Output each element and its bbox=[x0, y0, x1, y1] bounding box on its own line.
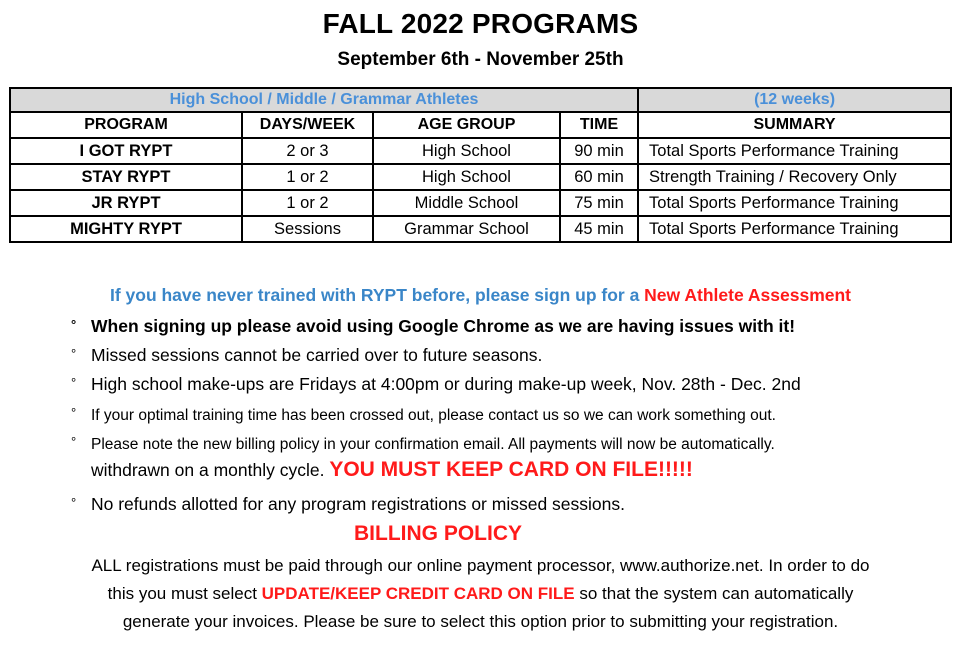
update-card-option: UPDATE/KEEP CREDIT CARD ON FILE bbox=[261, 584, 575, 603]
age-group: High School bbox=[373, 138, 560, 164]
program-summary: Total Sports Performance Training bbox=[638, 216, 951, 242]
list-item-text: High school make-ups are Fridays at 4:00pm or during make-up week, Nov. 28th - Dec. 2nd bbox=[91, 374, 801, 394]
program-name: JR RYPT bbox=[10, 190, 242, 216]
age-group: Middle School bbox=[373, 190, 560, 216]
header-summary: SUMMARY bbox=[638, 112, 951, 138]
session-time: 90 min bbox=[560, 138, 638, 164]
billing-line: ALL registrations must be paid through our online payment processor, www.authorize.net. In order to do bbox=[91, 556, 870, 575]
bullet-marker: ° bbox=[71, 346, 77, 361]
days-per-week: Sessions bbox=[242, 216, 373, 242]
list-item bbox=[71, 494, 625, 515]
program-summary: Total Sports Performance Training bbox=[638, 138, 951, 164]
billing-line-text: this you must select bbox=[107, 584, 262, 603]
table-row bbox=[10, 216, 951, 242]
list-item bbox=[71, 345, 542, 366]
bullet-marker: ° bbox=[71, 495, 77, 510]
new-athlete-notice bbox=[0, 285, 961, 306]
list-item bbox=[71, 405, 776, 425]
program-summary: Total Sports Performance Training bbox=[638, 190, 951, 216]
notice-text: If you have never trained with RYPT before, please sign up for a bbox=[109, 285, 645, 305]
duration-label: (12 weeks) bbox=[638, 88, 951, 112]
bullet-marker: ° bbox=[71, 405, 77, 420]
session-time: 45 min bbox=[560, 216, 638, 242]
billing-line-text: so that the system can automatically bbox=[574, 584, 854, 603]
program-summary: Strength Training / Recovery Only bbox=[638, 164, 951, 190]
days-per-week: 1 or 2 bbox=[242, 164, 373, 190]
table-row bbox=[10, 190, 951, 216]
date-range: September 6th - November 25th bbox=[337, 49, 624, 70]
list-item bbox=[71, 434, 775, 454]
billing-line: generate your invoices. Please be sure to select this option prior to submitting your registration. bbox=[122, 612, 839, 631]
keep-card-warning: YOU MUST KEEP CARD ON FILE!!!!! bbox=[329, 458, 693, 481]
billing-note-continuation bbox=[91, 458, 693, 482]
list-item-text: No refunds allotted for any program registrations or missed sessions. bbox=[91, 494, 625, 514]
session-time: 60 min bbox=[560, 164, 638, 190]
program-name: I GOT RYPT bbox=[10, 138, 242, 164]
header-days-week: DAYS/WEEK bbox=[242, 112, 373, 138]
table-row bbox=[10, 164, 951, 190]
bullet-marker: ° bbox=[71, 434, 77, 449]
header-age-group: AGE GROUP bbox=[373, 112, 560, 138]
programs-table bbox=[9, 87, 952, 243]
table-band-row bbox=[10, 88, 951, 112]
continuation-text: withdrawn on a monthly cycle. bbox=[91, 460, 330, 480]
table-header-row bbox=[10, 112, 951, 138]
program-name: MIGHTY RYPT bbox=[10, 216, 242, 242]
list-item bbox=[71, 316, 795, 337]
athlete-groups-label: High School / Middle / Grammar Athletes bbox=[10, 88, 638, 112]
list-item-text: Please note the new billing policy in your confirmation email. All payments will now be automatically. bbox=[91, 436, 775, 453]
new-athlete-assessment-link[interactable]: New Athlete Assessment bbox=[644, 285, 852, 305]
days-per-week: 1 or 2 bbox=[242, 190, 373, 216]
session-time: 75 min bbox=[560, 190, 638, 216]
billing-line bbox=[0, 584, 961, 604]
age-group: High School bbox=[373, 164, 560, 190]
header-time: TIME bbox=[560, 112, 638, 138]
list-item-text: Missed sessions cannot be carried over to future seasons. bbox=[91, 345, 543, 365]
bullet-marker: ° bbox=[71, 375, 77, 390]
table-row bbox=[10, 138, 951, 164]
list-item bbox=[71, 374, 801, 395]
age-group: Grammar School bbox=[373, 216, 560, 242]
days-per-week: 2 or 3 bbox=[242, 138, 373, 164]
list-item-text: If your optimal training time has been crossed out, please contact us so we can work something out. bbox=[91, 407, 776, 424]
header-program: PROGRAM bbox=[10, 112, 242, 138]
billing-policy-heading: BILLING POLICY bbox=[354, 522, 522, 545]
list-item-text: When signing up please avoid using Google Chrome as we are having issues with it! bbox=[91, 316, 796, 336]
page-title: FALL 2022 PROGRAMS bbox=[322, 8, 639, 39]
bullet-marker: ° bbox=[71, 317, 77, 332]
program-name: STAY RYPT bbox=[10, 164, 242, 190]
